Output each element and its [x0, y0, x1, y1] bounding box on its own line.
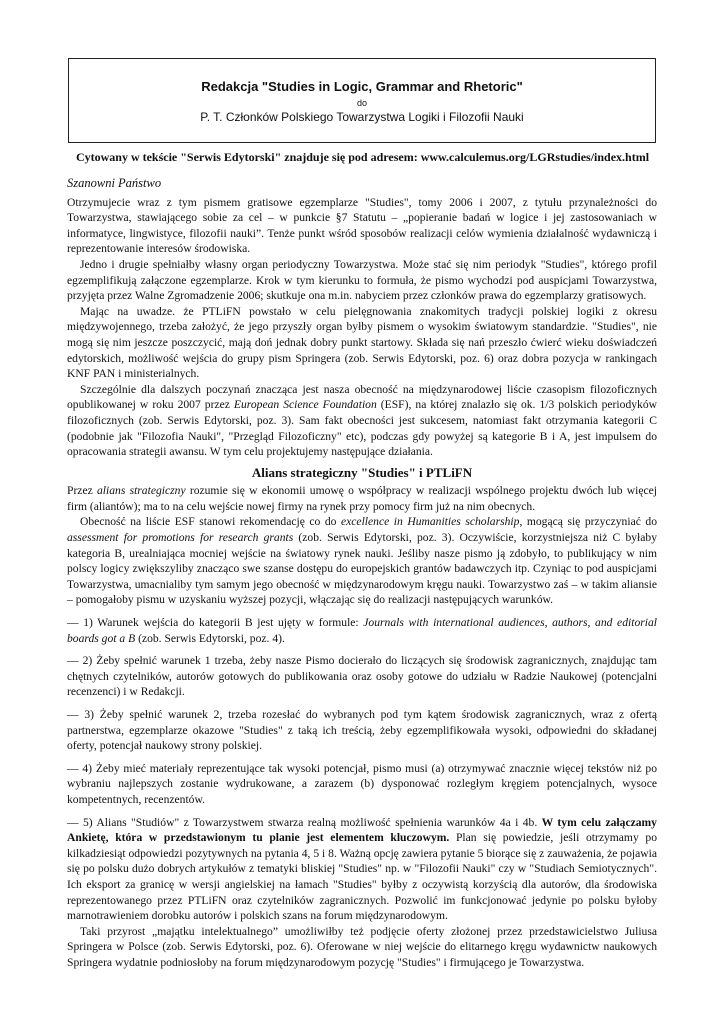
closing-paragraph: Taki przyrost „majątku intelektualnego” umożliwiłby też podjęcie oferty złożonej przez przedstawicielstwo Juliusa Springera w Polsce (zob. Serwis Edytorski, poz. 6). Oferowane w niej wejście do elitarnego kręgu wydawnictw naukowych Springera wydatnie podniosłoby na forum międzynarodowym pozycję "Studies" i firmującego je Towarzystwa. — [67, 924, 657, 969]
intro-paragraph-3: Mając na uwadze. że PTLiFN powstało w celu pielęgnowania znakomitych tradycji polskiej logiki z okresu międzywojennego, trzeba założyć, że jego przyszły organ byłby pismem o wysokim światowym standardzie. "Studies", nie mogą się nim jeszcze poszczycić, mają doń jednak dobry punkt startowy. Składa się nań przeszło ćwierć wieku doświadczeń edytorskich, możliwość wejścia do grupy pism Springera (zob. Serwis Edytorski, poz. 6) oraz dobra pozycja w rankingach KNF PAN i ministerialnych. — [67, 304, 657, 381]
text-fragment: (zob. Serwis Edytorski, poz. 4). — [135, 631, 285, 645]
text-fragment: Przez — [67, 484, 97, 498]
text-fragment: (zob. Serwis Edytorski, poz. 3). Oczywiście, korzystniejsza niż C byłaby kategoria B, urealniająca mocniej wejście na światowy rynek nauki. Jeśliby nasze pismo ją zdobyło, to publikujący w nim polscy logicy zwiększyliby znacząco swe szanse dostępu do europejskich grantów badawczych itp. Czyniąc to pod auspicjami Towarzystwa, umacnialiby tym samym jego obecność w międzynarodowym kręgu nauki. Towarzystwo zaś – w takim aliansie – pomogałoby pismu w uzyskaniu wyższej pozycji, włączając się do realizacji następujących warunków. — [67, 531, 657, 607]
text-fragment: — 5) Alians "Studiów" z Towarzystwem stwarza realną możliwość spełnienia warunków 4a i 4b. — [67, 815, 542, 829]
text-fragment: Szczególnie dla dalszych poczynań znacząca jest nasza obecność na międzynarodowej liście czasopism filozoficznych opublikowanej w roku 2007 przez — [67, 382, 657, 412]
intro-paragraph-4 — [67, 382, 657, 460]
emphasis-term: Journals with international audiences, authors, and editorial boards got a B — [67, 616, 657, 645]
recipients-line: P. T. Członków Polskiego Towarzystwa Logiki i Filozofii Nauki — [200, 110, 524, 124]
bold-statement: W tym celu załączamy Ankietę, która w przedstawionym tu planie jest elementem kluczowym. — [67, 815, 657, 845]
condition-item-2: — 2) Żeby spełnić warunek 1 trzeba, żeby nasze Pismo docierało do liczących się środowisk zagranicznych, znajdując tam chętnych czytelników, autorów gotowych do publikowania oraz osoby gotowe do udziału w Radzie Naukowej (potencjalni recenzenci) i w Redakcji. — [67, 654, 657, 699]
emphasis-term: alians strategiczny — [96, 484, 186, 498]
editorial-title: Redakcja "Studies in Logic, Grammar and Rhetoric" — [201, 79, 523, 94]
text-fragment: Plan się powiedzie, jeśli otrzymamy po kilkadziesiąt odpowiedzi pozytywnych na pytania 4, 5 i 8. Ważną opcję zawiera pytanie 5 biorące się z zauważenia, że pojawia się po polsku dużo dobrych artykułów z tematyki bliskiej "Studies" np. w "Filozofii Nauki" czy w "Studiach Semiotycznych". Ich eksport za granicę w wersji angielskiej na łamach "Studies" byłby z oczywistą korzyścią dla autorów, dla środowiska reprezentowanego przez PTLiFN oraz czytelników zagranicznych. Pozwolić im funkcjonować jedynie po polsku byłoby marnotrawieniem dorobku autorów i polskich szans na forum międzynarodowym. — [67, 831, 657, 923]
condition-item-4: — 4) Żeby mieć materiały reprezentujące tak wysoki potencjał, pismo musi (a) otrzymywać znacznie więcej tekstów niż po wybraniu najlepszych zostanie wydrukowane, a zarazem (b) dysponować rozległym kręgiem potencjalnych, wysoce kompetentnych, recenzentów. — [67, 761, 657, 806]
text-fragment: — 1) Warunek wejścia do kategorii B jest ujęty w formule: — [67, 616, 364, 630]
to-label: do — [356, 98, 367, 108]
alliance-paragraph-1 — [67, 483, 657, 514]
condition-item-5 — [67, 815, 657, 924]
condition-item-3: — 3) Żeby spełnić warunek 2, trzeba rozesłać do wybranych pod tym kątem środowisk zagranicznych, wraz z ofertą partnerstwa, egzemplarze okazowe "Studies" z taką ich treścią, żeby egzemplifikowała wysoki, odpowiedni do składanej oferty, potencjał naukowy strony polskiej. — [67, 708, 657, 753]
intro-paragraph-2: Jedno i drugie spełniałby własny organ periodyczny Towarzystwa. Może stać się nim periodyk "Studies", którego profil egzemplifikują załączone egzemplarze. Krok w tym kierunku to formuła, że pismo wychodzi pod auspicjami Towarzystwa, przyjęta przez Walne Zgromadzenie 2006; skutkuje ona m.in. nabyciem przez członków prawa do egzemplarzy gratisowych. — [67, 257, 657, 303]
emphasis-term: assessment for promotions for research grants — [67, 531, 294, 545]
alliance-paragraph-2 — [67, 514, 657, 608]
text-fragment: rozumie się w ekonomii umowę o współpracy w realizacji wspólnego projektu dwóch lub więcej firm (aliantów); ma to na celu wejście nowej firmy na rynek przy pomocy firm już na nim obecnych. — [67, 484, 657, 513]
intro-paragraph-1: Otrzymujecie wraz z tym pismem gratisowe egzemplarze "Studies", tomy 2006 i 2007, z tytułu przynależności do Towarzystwa, stawiającego sobie za cel – w punkcie §7 Statutu – „popieranie badań w logice i jej zastosowaniach w informatyce, lingwistyce, filozofii nauki”. Tenże punkt wśród sposobów realizacji celów wymienia działalność wydawniczą i reprezentowanie interesów środowiska. — [67, 195, 657, 256]
condition-item-1 — [67, 615, 657, 646]
text-fragment: (ESF), na której znalazło się ok. 1/3 polskich periodyków filozoficznych (zob. Serwis Edytorski, poz. 3). Sam fakt obecności jest sukcesem, natomiast fakt otrzymania kategorii C (podobnie jak "Filozofia Nauki", "Przegląd Filozoficzny" etc), podczas gdy powyżej są kategorie B i A, jest impulsem do opracowania strategii awansu. W tym celu projektujemy następujące działania. — [67, 398, 657, 459]
letter-body — [67, 176, 657, 971]
section-heading: Alians strategiczny "Studies" i PTLiFN — [251, 464, 473, 480]
esf-name: European Science Foundation — [233, 398, 377, 412]
salutation: Szanowni Państwo — [67, 176, 162, 190]
text-fragment: Obecność na liście ESF stanowi rekomendację co do — [80, 515, 341, 529]
text-fragment: , mogącą się przyczyniać do — [519, 515, 657, 529]
letter-header-box — [68, 58, 656, 143]
cited-address-line: Cytowany w tekście "Serwis Edytorski" znajduje się pod adresem: www.calculemus.org/LGRstudies/index.html — [75, 150, 650, 164]
emphasis-term: excellence in Humanities scholarship — [340, 515, 520, 529]
